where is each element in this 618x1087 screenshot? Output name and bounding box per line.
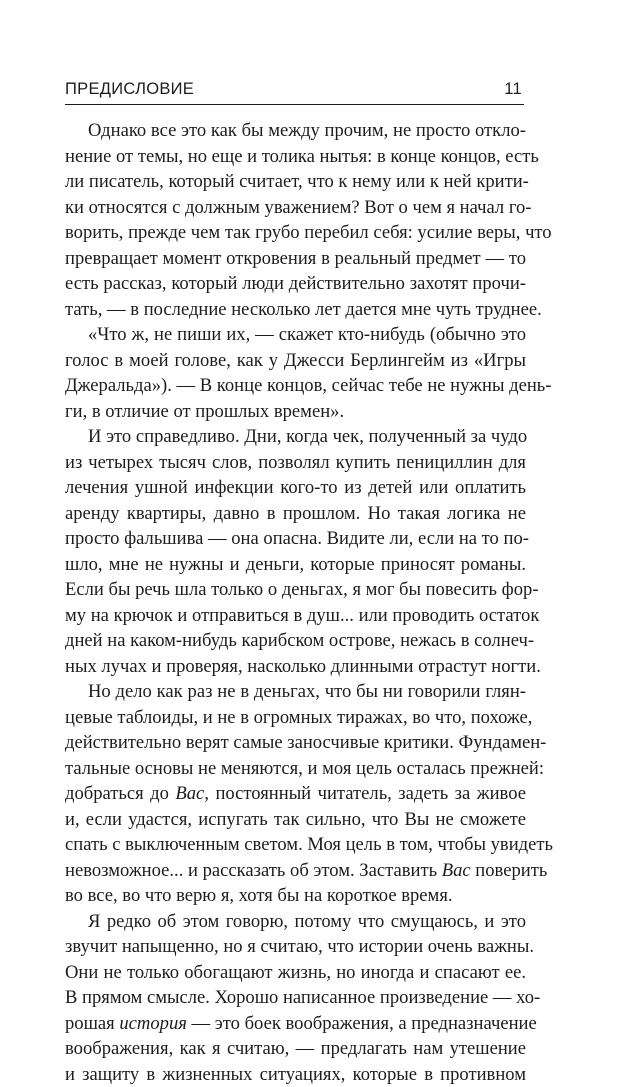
text-line: тальные основы не меняются, и моя цель осталась прежней: [65, 756, 526, 782]
text-line: ги, в отличие от прошлых времен». [65, 399, 526, 425]
text-line: Я редко об этом говорю, потому что смущаюсь, и это [65, 909, 526, 935]
text-line: добраться до Вас, постоянный читатель, задеть за живое [65, 781, 526, 807]
text-line: нение от темы, но еще и толика нытья: в конце концов, есть [65, 144, 526, 170]
text-line: во все, во что верю я, хотя бы на короткое время. [65, 883, 526, 909]
text-line: голос в моей голове, как у Джесси Берлингейм из «Игры [65, 348, 526, 374]
text-line: невозможное... и рассказать об этом. Заставить Вас поверить [65, 858, 526, 884]
text-line: И это справедливо. Дни, когда чек, полученный за чудо [65, 424, 526, 450]
text-line: Однако все это как бы между прочим, не просто откло- [65, 118, 526, 144]
text-line: В прямом смысле. Хорошо написанное произведение — хо- [65, 985, 526, 1011]
paragraph [65, 118, 526, 322]
text-line: му на крючок и отправиться в душ... или проводить остаток [65, 603, 526, 629]
text-line: аренду квартиры, давно в прошлом. Но такая логика не [65, 501, 526, 527]
text-line: и защиту в жизненных ситуациях, которые в противном [65, 1062, 526, 1087]
text-line: превращает момент откровения в реальный предмет — то [65, 246, 526, 272]
text-line: воображения, как я считаю, — предлагать нам утешение [65, 1036, 526, 1062]
text-line: рошая история — это боек воображения, а предназначение [65, 1011, 526, 1037]
text-line: «Что ж, не пиши их, — скажет кто-нибудь (обычно это [65, 322, 526, 348]
text-line: просто фальшива — она опасна. Видите ли, если на то по- [65, 526, 526, 552]
text-line: из четырех тысяч слов, позволял купить пенициллин для [65, 450, 526, 476]
emphasis: история [119, 1013, 187, 1034]
paragraph [65, 909, 526, 1087]
text-line: и, если удастся, испугать так сильно, что Вы не сможете [65, 807, 526, 833]
text-line: действительно верят самые заносчивые критики. Фундамен- [65, 730, 526, 756]
text-line: лечения ушной инфекции кого-то из детей или оплатить [65, 475, 526, 501]
text-line: ли писатель, который считает, что к нему или к ней крити- [65, 169, 526, 195]
text-line: ных лучах и проверяя, насколько длинными отрастут ногти. [65, 654, 526, 680]
text-line: Они не только обогащают жизнь, но иногда и спасают ее. [65, 960, 526, 986]
text-line: Но дело как раз не в деньгах, что бы ни говорили глян- [65, 679, 526, 705]
text-line: тать, — в последние несколько лет дается мне чуть труднее. [65, 297, 526, 323]
page-number: 11 [504, 80, 522, 99]
text-line: Если бы речь шла только о деньгах, я мог бы повесить фор- [65, 577, 526, 603]
emphasis: Вас [442, 860, 471, 881]
text-line: спать с выключенным светом. Моя цель в том, чтобы увидеть [65, 832, 526, 858]
text-line: звучит напыщенно, но я считаю, что истории очень важны. [65, 934, 526, 960]
chapter-title: ПРЕДИСЛОВИЕ [65, 80, 194, 99]
emphasis: Вас [175, 783, 204, 804]
paragraph [65, 679, 526, 909]
text-line: ки относятся с должным уважением? Вот о чем я начал го- [65, 195, 526, 221]
text-line: дней на каком-нибудь карибском острове, нежась в солнеч- [65, 628, 526, 654]
text-line: Джеральда»). — В конце концов, сейчас тебе не нужны день- [65, 373, 526, 399]
paragraph [65, 424, 526, 679]
text-line: шло, мне не нужны и деньги, которые приносят романы. [65, 552, 526, 578]
text-line: есть рассказ, который люди действительно захотят прочи- [65, 271, 526, 297]
paragraph [65, 322, 526, 424]
text-line: ворить, прежде чем так грубо перебил себя: усилие веры, что [65, 220, 526, 246]
text-line: цевые таблоиды, и не в огромных тиражах, во что, похоже, [65, 705, 526, 731]
running-header [65, 78, 524, 105]
body-text [65, 118, 526, 1087]
